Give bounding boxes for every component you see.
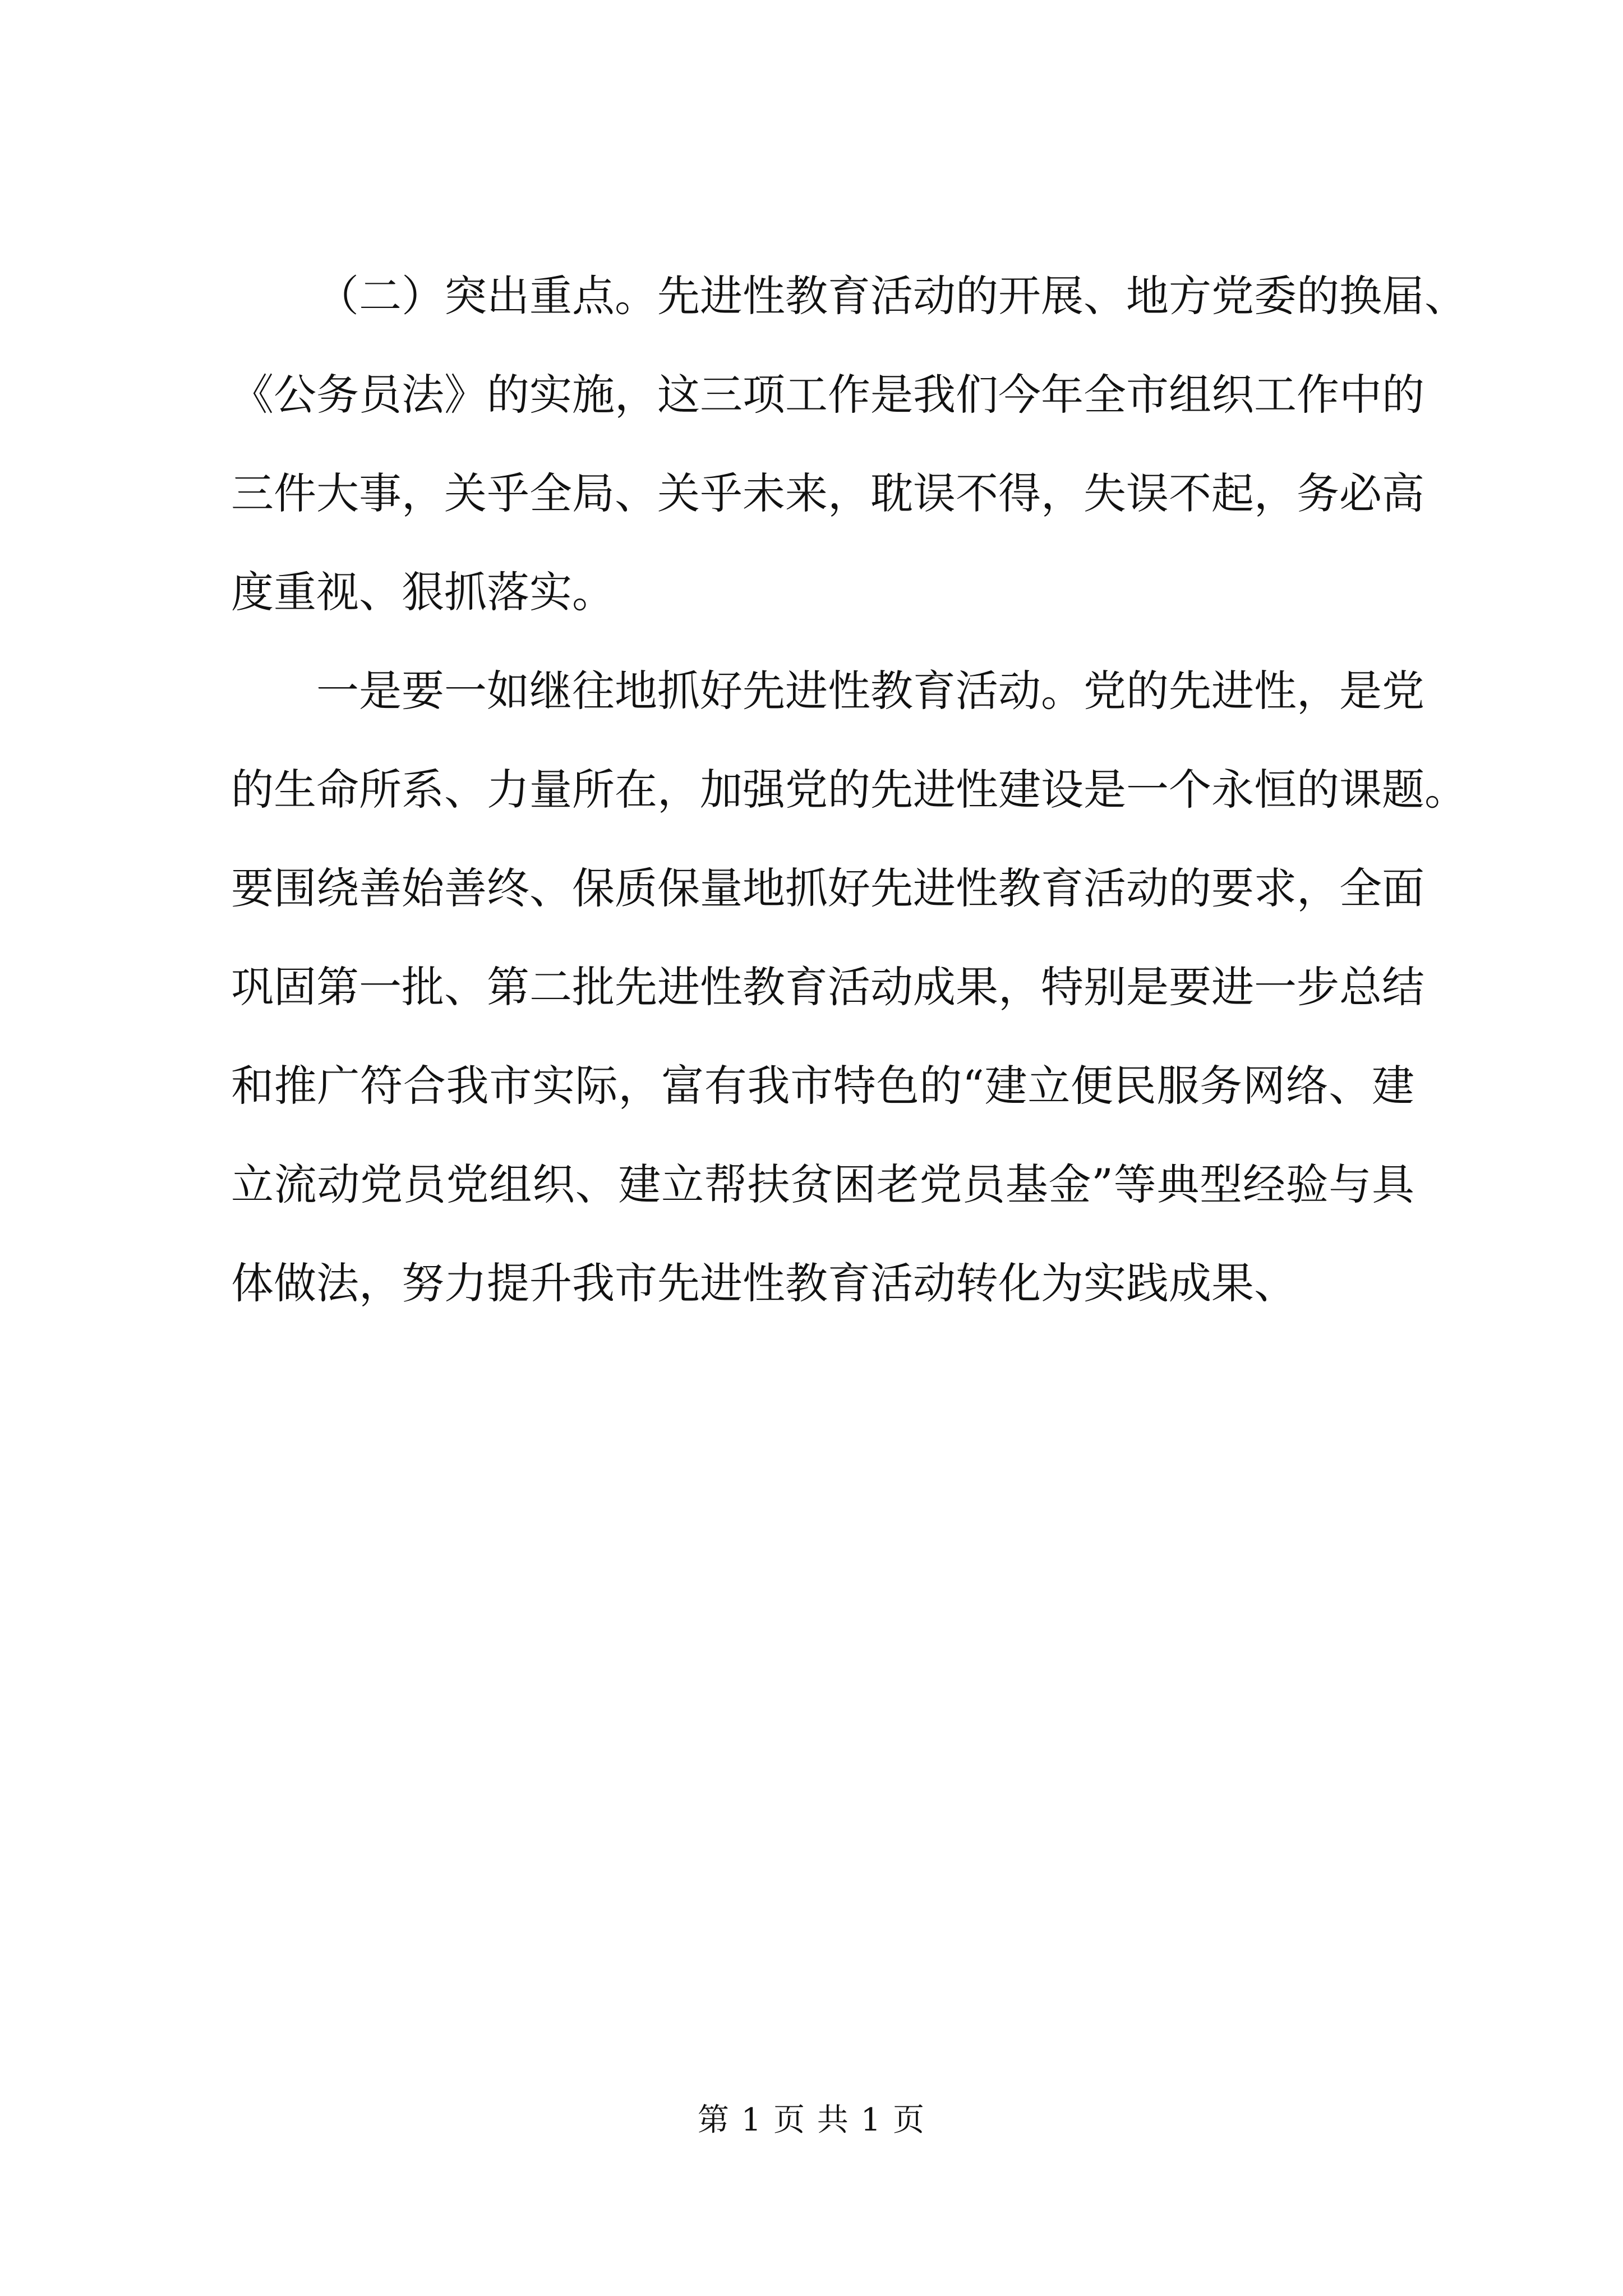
paragraph-line: 巩固第一批、第二批先进性教育活动成果，特别是要进一步总结 (231, 962, 1424, 1012)
paragraph-line: 要围绕善始善终、保质保量地抓好先进性教育活动的要求，全面 (231, 863, 1424, 913)
paragraph-line: 《公务员法》的实施，这三项工作是我们今年全市组织工作中的 (231, 370, 1424, 420)
paragraph-key-points (231, 247, 1467, 642)
paragraph-line: 和推广符合我市实际，富有我市特色的“建立便民服务网络、建 (231, 1061, 1414, 1111)
paragraph-line: 三件大事，关乎全局、关乎未来，耽误不得，失误不起，务必高 (231, 468, 1424, 518)
page-footer (0, 2098, 1623, 2143)
paragraph-line: 一是要一如继往地抓好先进性教育活动。党的先进性，是党 (316, 666, 1424, 716)
paragraph-line: 的生命所系、力量所在，加强党的先进性建设是一个永恒的课题。 (231, 765, 1467, 815)
paragraph-education-activity (231, 642, 1467, 1333)
paragraph-line: 度重视、狠抓落实。 (231, 567, 615, 617)
paragraph-line: 体做法，努力提升我市先进性教育活动转化为实践成果、 (231, 1258, 1297, 1308)
paragraph-line: （二）突出重点。先进性教育活动的开展、地方党委的换届、 (316, 271, 1467, 321)
page-number-label: 第 1 页 共 1 页 (697, 2102, 926, 2138)
document-body (231, 247, 1467, 1333)
paragraph-line: 立流动党员党组织、建立帮扶贫困老党员基金”等典型经验与具 (231, 1159, 1414, 1209)
